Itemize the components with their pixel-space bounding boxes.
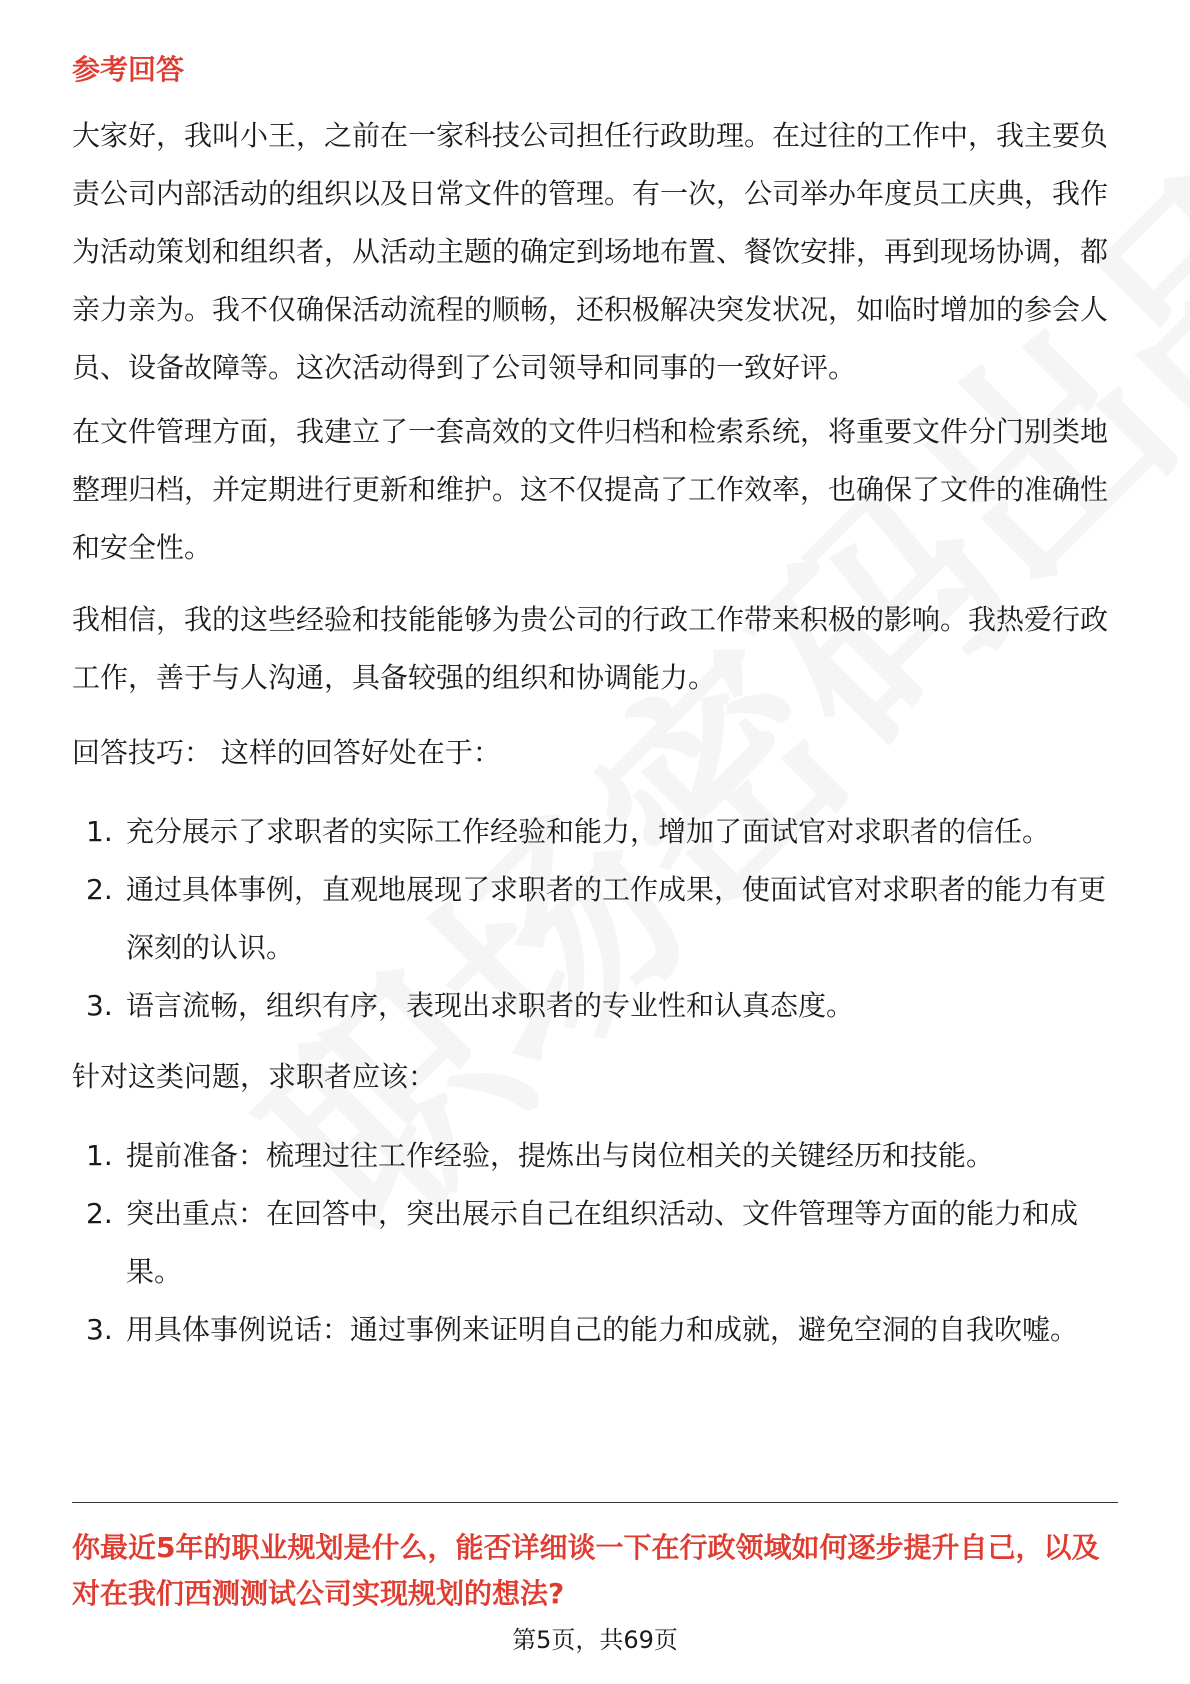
answer-paragraph-2: 在文件管理方面，我建立了一套高效的文件归档和检索系统，将重要文件分门别类地整理归档，并定期进行更新和维护。这不仅提高了工作效率，也确保了文件的准确性和安全性。 <box>72 415 1109 564</box>
answer-paragraph-3: 我相信，我的这些经验和技能能够为贵公司的行政工作带来积极的影响。我热爱行政工作，善于与人沟通，具备较强的组织和协调能力。 <box>72 603 1109 694</box>
page-number: 第5页，共69页 <box>512 1626 678 1654</box>
advice-list <box>72 1127 1118 1359</box>
list-item: 3. 用具体事例说话：通过事例来证明自己的能力和成就，避免空洞的自我吹嘘。 <box>86 1313 1079 1346</box>
tips-list <box>72 803 1118 1035</box>
section-divider <box>72 1502 1118 1503</box>
advice-intro: 针对这类问题，求职者应该： <box>72 1060 437 1093</box>
next-question: 你最近5年的职业规划是什么，能否详细谈一下在行政领域如何逐步提升自己，以及对在我们西测测试公司实现规划的想法? <box>72 1531 1100 1610</box>
list-item: 2. 突出重点：在回答中，突出展示自己在组织活动、文件管理等方面的能力和成果。 <box>86 1197 1079 1288</box>
list-item: 3. 语言流畅，组织有序，表现出求职者的专业性和认真态度。 <box>86 989 855 1022</box>
list-item: 1. 提前准备：梳理过往工作经验，提炼出与岗位相关的关键经历和技能。 <box>86 1139 995 1172</box>
tips-intro: 回答技巧： 这样的回答好处在于： <box>72 736 501 769</box>
list-item: 2. 通过具体事例，直观地展现了求职者的工作成果，使面试官对求职者的能力有更深刻的认识。 <box>86 873 1107 964</box>
answer-paragraph-1: 大家好，我叫小王，之前在一家科技公司担任行政助理。在过往的工作中，我主要负责公司内部活动的组织以及日常文件的管理。有一次，公司举办年度员工庆典，我作为活动策划和组织者，从活动主题的确定到场地布置、餐饮安排，再到现场协调，都亲力亲为。我不仅确保活动流程的顺畅，还积极解决突发状况，如临时增加的参会人员、设备故障等。这次活动得到了公司领导和同事的一致好评。 <box>72 119 1109 384</box>
list-item: 1. 充分展示了求职者的实际工作经验和能力，增加了面试官对求职者的信任。 <box>86 815 1051 848</box>
section-heading: 参考回答 <box>72 53 185 86</box>
